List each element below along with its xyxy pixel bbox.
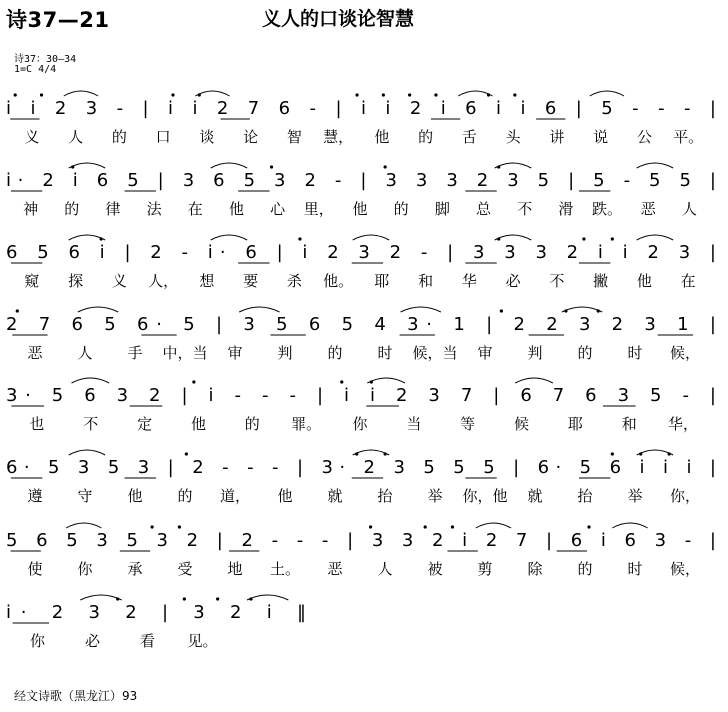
lyric-syllable: 审 <box>477 344 493 362</box>
lyrics-line <box>6 126 722 150</box>
lyric-syllable: 人 <box>681 200 697 218</box>
lyric-syllable: 举 <box>627 487 643 505</box>
lyric-syllable: 恶 <box>27 344 43 362</box>
lyric-syllable: 讲 <box>549 128 565 146</box>
lyric-syllable: 智 <box>286 128 302 146</box>
octave-dot <box>434 93 437 96</box>
slur-arc <box>515 378 553 383</box>
lyric-syllable: 时 <box>377 344 393 362</box>
lyrics-line <box>6 413 722 437</box>
octave-dot <box>216 597 219 600</box>
octave-dot <box>500 309 503 312</box>
slur-arc <box>69 450 105 455</box>
octave-dot <box>408 93 411 96</box>
lyric-syllable: 他。 <box>323 272 354 290</box>
lyric-syllable: 你 <box>77 560 93 578</box>
lyric-syllable: 守 <box>77 487 93 505</box>
octave-dot <box>668 452 671 455</box>
notation-line <box>6 447 722 483</box>
lyric-syllable: 窥 <box>24 272 40 290</box>
notation-text: 3· 5 6 3 2 | i - - - | i i 2 3 7 | 6 7 6 3 5 - | <box>6 385 716 406</box>
lyric-syllable: 舌 <box>461 128 477 146</box>
lyric-syllable: 不 <box>517 200 533 218</box>
lyrics-line <box>6 342 722 366</box>
source-credit: 经文诗歌（黑龙江）93 <box>14 689 138 703</box>
slur-arc <box>590 91 624 96</box>
slur-arc <box>64 91 98 96</box>
lyric-syllable: 人， <box>148 272 179 290</box>
score-row <box>0 232 728 302</box>
lyric-syllable: 的 <box>244 415 260 433</box>
octave-dot <box>171 93 174 96</box>
notation-line <box>6 375 722 411</box>
slur-arc <box>211 235 247 240</box>
lyric-syllable: 判 <box>277 344 293 362</box>
notation-line <box>6 232 722 268</box>
song-title: 义人的口谈论智慧 <box>262 8 415 30</box>
lyric-syllable: 罪。 <box>291 415 322 433</box>
slur-arc <box>476 523 511 528</box>
lyric-syllable: 神 <box>23 200 39 218</box>
lyric-syllable: 头 <box>505 128 521 146</box>
lyric-syllable: 你 <box>29 632 46 650</box>
octave-dot <box>451 525 454 528</box>
lyric-syllable: 他 <box>374 128 390 146</box>
octave-dot <box>384 165 387 168</box>
lyric-syllable: 人 <box>77 344 93 362</box>
score-row <box>0 375 728 445</box>
score-row <box>0 447 728 517</box>
lyric-syllable: 华 <box>461 272 477 290</box>
scripture-reference: 诗37：30—34 <box>14 54 77 65</box>
lyric-syllable: 时 <box>627 344 643 362</box>
lyric-syllable: 他 <box>190 415 206 433</box>
lyric-syllable: 你， <box>669 487 701 505</box>
lyric-syllable: 恶 <box>640 200 656 218</box>
lyric-syllable: 华， <box>668 415 699 433</box>
lyric-syllable: 举 <box>427 487 443 505</box>
lyrics-line <box>6 270 722 294</box>
lyric-syllable: 慧， <box>323 128 354 146</box>
slur-arc <box>247 595 288 600</box>
score-row <box>0 592 728 662</box>
octave-dot <box>150 525 153 528</box>
score-row <box>0 160 728 230</box>
slur-arc <box>80 595 121 600</box>
lyric-syllable: 他 <box>636 272 652 290</box>
octave-dot <box>183 597 186 600</box>
lyric-syllable: 恶 <box>327 560 343 578</box>
lyric-syllable: 被 <box>427 560 443 578</box>
lyric-syllable: 不 <box>549 272 565 290</box>
lyric-syllable: 看 <box>139 632 156 650</box>
octave-dot <box>611 237 614 240</box>
lyric-syllable: 义 <box>111 272 127 290</box>
lyric-syllable: 撇 <box>593 272 609 290</box>
notation-text: 5 6 5 3 5 3 2 | 2 - - - | 3 3 2 i 2 7 | 6 i 6 3 - | <box>6 530 716 551</box>
slur-arc <box>637 235 673 240</box>
lyric-syllable: 他 <box>352 200 368 218</box>
notation-text: i· 2 i 6 5 | 3 6 5 3 2 - | 3 3 3 2 3 5 | 5 - 5 5 | <box>6 170 716 191</box>
lyric-syllable: 耶 <box>567 415 583 433</box>
slur-arc <box>211 163 247 168</box>
slur-arc <box>401 307 441 312</box>
octave-dot <box>100 237 103 240</box>
lyric-syllable: 你，他 <box>462 487 508 505</box>
octave-dot <box>40 93 43 96</box>
octave-dot <box>14 93 17 96</box>
lyric-syllable: 心 <box>270 200 286 218</box>
octave-dot <box>355 93 358 96</box>
notation-line <box>6 520 722 556</box>
lyric-syllable: 杀 <box>286 272 302 290</box>
lyric-syllable: 和 <box>418 272 434 290</box>
slur-arc <box>239 307 279 312</box>
lyric-syllable: 论 <box>243 128 259 146</box>
lyric-syllable: 的 <box>577 560 593 578</box>
lyric-syllable: 时 <box>627 560 643 578</box>
lyric-syllable: 的 <box>64 200 80 218</box>
octave-dot <box>340 380 343 383</box>
octave-dot <box>597 309 600 312</box>
lyric-syllable: 脚 <box>434 200 450 218</box>
lyric-syllable: 必 <box>84 632 101 650</box>
lyric-syllable: 想 <box>199 272 215 290</box>
octave-dot <box>178 525 181 528</box>
lyric-syllable: 他 <box>277 487 293 505</box>
notation-line <box>6 304 722 340</box>
lyric-syllable: 抬 <box>377 487 393 505</box>
lyrics-line <box>6 558 722 582</box>
lyrics-line <box>6 630 722 654</box>
lyric-syllable: 滑 <box>558 200 574 218</box>
lyric-syllable: 使 <box>27 560 43 578</box>
lyric-syllable: 就 <box>327 487 343 505</box>
lyric-syllable: 他 <box>228 200 244 218</box>
slur-arc <box>78 307 118 312</box>
lyric-syllable: 手 <box>127 344 143 362</box>
lyric-syllable: 的 <box>418 128 434 146</box>
octave-dot <box>382 93 385 96</box>
lyric-syllable: 你 <box>352 415 368 433</box>
lyric-syllable: 候， <box>669 560 701 578</box>
lyric-syllable: 抬 <box>577 487 593 505</box>
key-signature: 1=C 4/4 <box>14 64 57 75</box>
lyric-syllable: 说 <box>593 128 609 146</box>
octave-dot <box>487 93 490 96</box>
slur-arc <box>353 235 389 240</box>
octave-dot <box>298 237 301 240</box>
lyric-syllable: 候，当 <box>412 344 458 362</box>
lyric-syllable: 定 <box>137 415 153 433</box>
lyric-syllable: 的 <box>111 128 127 146</box>
notation-text: i· 2 3 2 | 3 2 i ‖ <box>6 602 306 623</box>
lyric-syllable: 承 <box>127 560 143 578</box>
lyric-syllable: 中，当 <box>162 344 208 362</box>
slur-arc <box>66 523 101 528</box>
octave-dot <box>582 237 585 240</box>
octave-dot <box>116 597 119 600</box>
octave-dot <box>513 93 516 96</box>
lyrics-line <box>6 198 722 222</box>
notation-text: 6· 5 3 5 3 | 2 - - - | 3· 2 3 5 5 5 | 6· 5 6 i i i | <box>6 457 716 478</box>
lyric-syllable: 法 <box>146 200 162 218</box>
slur-arc <box>72 378 110 383</box>
slur-arc <box>612 523 647 528</box>
lyric-syllable: 里， <box>303 200 334 218</box>
lyric-syllable: 的 <box>327 344 343 362</box>
notation-text: i i 2 3 - | i i 2 7 6 - | i i 2 i 6 i i 6 | 5 - - - | <box>6 98 716 119</box>
lyric-syllable: 审 <box>227 344 243 362</box>
lyric-syllable: 人 <box>377 560 393 578</box>
lyric-syllable: 地 <box>227 560 243 578</box>
notation-line <box>6 160 722 196</box>
octave-dot <box>185 452 188 455</box>
octave-dot <box>424 525 427 528</box>
lyric-syllable: 义 <box>24 128 40 146</box>
lyric-syllable: 遵 <box>27 487 43 505</box>
lyric-syllable: 在 <box>187 200 203 218</box>
slur-arc <box>367 378 405 383</box>
lyric-syllable: 受 <box>177 560 193 578</box>
lyric-syllable: 人 <box>68 128 84 146</box>
notation-text: 6 5 6 i | 2 - i· 6 | i 2 3 2 - | 3 3 3 2 i i 2 3 | <box>6 242 716 263</box>
lyric-syllable: 律 <box>105 200 121 218</box>
lyric-syllable: 除 <box>527 560 543 578</box>
lyric-syllable: 公 <box>636 128 652 146</box>
octave-dot <box>611 452 614 455</box>
lyric-syllable: 要 <box>243 272 259 290</box>
lyric-syllable: 也 <box>29 415 45 433</box>
lyric-syllable: 判 <box>527 344 543 362</box>
lyric-syllable: 总 <box>476 200 492 218</box>
lyric-syllable: 必 <box>505 272 521 290</box>
lyric-syllable: 耶 <box>374 272 390 290</box>
slur-arc <box>562 307 602 312</box>
lyric-syllable: 在 <box>680 272 696 290</box>
notation-text: 2 7 6 5 6· 5 | 3 5 6 5 4 3· 1 | 2 2 3 2 3 1 | <box>6 314 717 335</box>
psalm-code: 诗37—21 <box>6 8 110 32</box>
lyric-syllable: 土。 <box>269 560 301 578</box>
lyric-syllable: 谈 <box>199 128 215 146</box>
octave-dot <box>16 309 19 312</box>
lyric-syllable: 不 <box>83 415 99 433</box>
octave-dot <box>587 525 590 528</box>
lyric-syllable: 的 <box>177 487 193 505</box>
lyric-syllable: 的 <box>577 344 593 362</box>
score-row <box>0 304 728 374</box>
lyric-syllable: 见。 <box>187 632 218 650</box>
lyric-syllable: 候 <box>514 415 530 433</box>
score-row <box>0 520 728 590</box>
score-row <box>0 88 728 158</box>
octave-dot <box>369 525 372 528</box>
lyric-syllable: 探 <box>68 272 84 290</box>
lyric-syllable: 道， <box>219 487 251 505</box>
lyric-syllable: 的 <box>393 200 409 218</box>
octave-dot <box>384 452 387 455</box>
lyric-syllable: 候， <box>669 344 701 362</box>
lyric-syllable: 跌。 <box>592 200 623 218</box>
notation-line <box>6 88 722 124</box>
lyric-syllable: 就 <box>527 487 543 505</box>
lyric-syllable: 口 <box>155 128 171 146</box>
lyric-syllable: 他 <box>127 487 143 505</box>
notation-line <box>6 592 722 628</box>
octave-dot <box>192 380 195 383</box>
slur-arc <box>637 163 673 168</box>
octave-dot <box>270 165 273 168</box>
lyric-syllable: 等 <box>460 415 476 433</box>
lyric-syllable: 剪 <box>477 560 493 578</box>
lyric-syllable: 平。 <box>673 128 704 146</box>
lyric-syllable: 当 <box>406 415 422 433</box>
lyric-syllable: 和 <box>621 415 637 433</box>
lyrics-line <box>6 485 722 509</box>
